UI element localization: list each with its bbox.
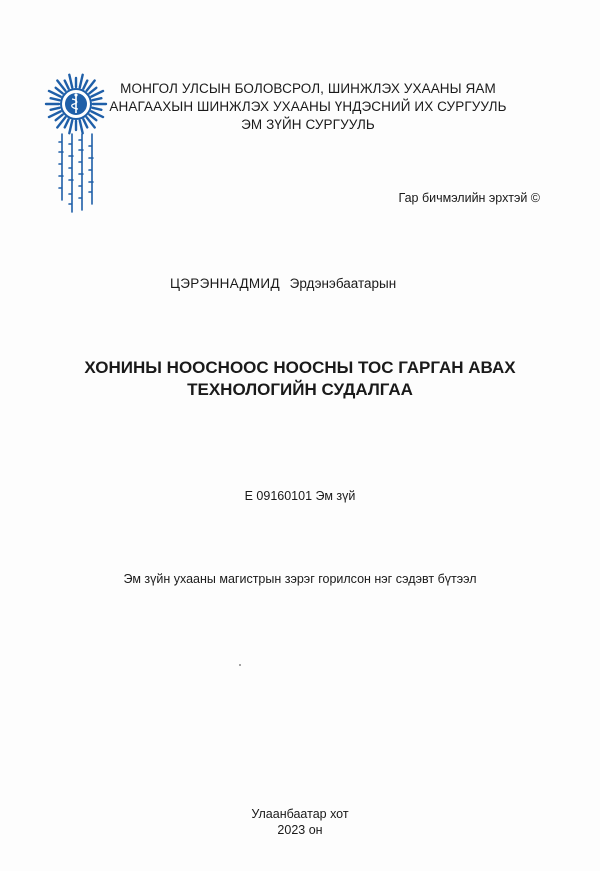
thesis-title-line-2: ТЕХНОЛОГИЙН СУДАЛГАА: [187, 380, 413, 399]
emblem-ray: [65, 119, 69, 127]
year: 2023 он: [277, 823, 323, 837]
institution-header: [108, 80, 508, 134]
author-given-name: Эрдэнэбаатарын: [289, 276, 397, 291]
author-surname: ЦЭРЭННАДМИД: [170, 276, 280, 291]
emblem-ray: [93, 98, 102, 100]
emblem-ray: [56, 88, 63, 94]
emblem-ray: [83, 81, 87, 89]
ministry-name: МОНГОЛ УЛСЫН БОЛОВСРОЛ, ШИНЖЛЭХ УХААНЫ ЯАМ: [120, 81, 496, 96]
emblem-ray: [89, 88, 96, 94]
specialty-code: Е 09160101 Эм зүй: [244, 489, 356, 503]
emblem-ray: [56, 115, 63, 121]
emblem-ray: [65, 81, 69, 89]
school-name: ЭМ ЗҮЙН СУРГУУЛЬ: [241, 117, 375, 132]
emblem-ray: [83, 119, 87, 127]
degree-statement: Эм зүйн ухааны магистрын зэрэг горилсон нэг сэдэвт бүтээл: [123, 572, 477, 586]
city: Улаанбаатар хот: [251, 807, 349, 821]
emblem-ray: [69, 75, 72, 88]
scan-speck: [239, 664, 241, 666]
emblem-ray: [51, 108, 60, 110]
emblem-ray: [69, 121, 72, 134]
emblem-ray: [80, 121, 83, 134]
emblem-ray: [89, 115, 96, 121]
author-name: [170, 276, 396, 291]
emblem-ray: [93, 108, 102, 110]
thesis-title: [40, 357, 560, 401]
emblem-ray: [80, 75, 83, 88]
university-name: АНАГААХЫН ШИНЖЛЭХ УХААНЫ ҮНДЭСНИЙ ИХ СУРГУУЛЬ: [109, 99, 507, 114]
copyright-notice: Гар бичмэлийн эрхтэй ©: [398, 191, 540, 205]
thesis-title-line-1: ХОНИНЫ НООСНООС НООСНЫ ТОС ГАРГАН АВАХ: [84, 358, 516, 377]
place-and-year: [0, 806, 600, 838]
university-emblem-icon: [44, 72, 108, 222]
emblem-ray: [51, 98, 60, 100]
